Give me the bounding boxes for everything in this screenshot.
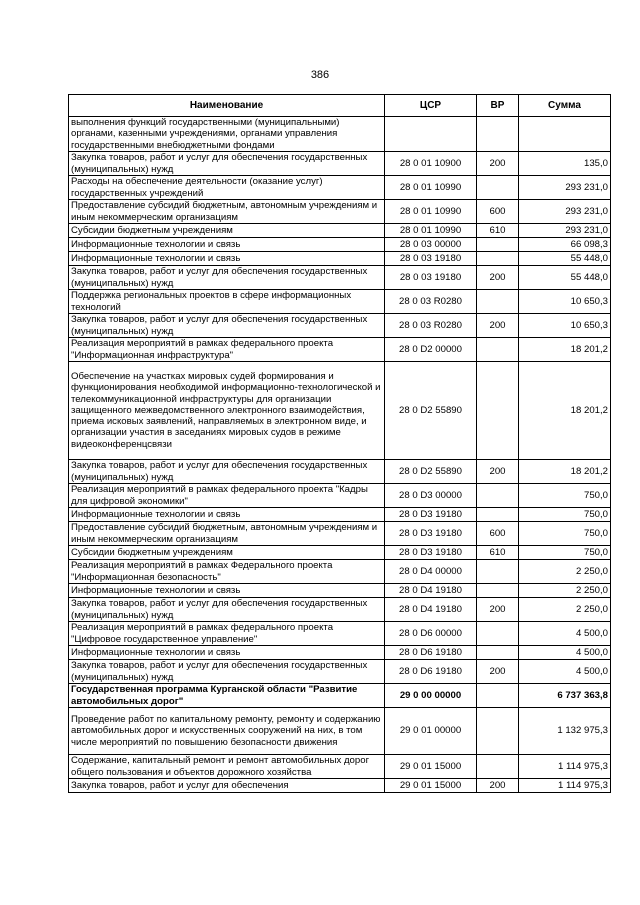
cell-vr — [477, 622, 519, 646]
cell-csr: 28 0 D6 19180 — [385, 660, 477, 684]
cell-name: Субсидии бюджетным учреждениям — [69, 224, 385, 238]
cell-vr — [477, 362, 519, 460]
cell-csr: 28 0 D4 00000 — [385, 560, 477, 584]
table-row — [69, 684, 611, 708]
table-header-row — [69, 95, 611, 117]
table-row — [69, 290, 611, 314]
cell-sum: 293 231,0 — [519, 224, 611, 238]
table-row — [69, 560, 611, 584]
table-row — [69, 338, 611, 362]
cell-csr: 28 0 01 10900 — [385, 152, 477, 176]
cell-sum: 2 250,0 — [519, 584, 611, 598]
cell-csr: 28 0 D4 19180 — [385, 584, 477, 598]
cell-name: Информационные технологии и связь — [69, 584, 385, 598]
cell-csr: 29 0 01 00000 — [385, 708, 477, 755]
cell-name: Предоставление субсидий бюджетным, автономным учреждениям и иным некоммерческим организациям — [69, 522, 385, 546]
cell-name: Закупка товаров, работ и услуг для обеспечения государственных (муниципальных) нужд — [69, 660, 385, 684]
table-row — [69, 484, 611, 508]
cell-name: Информационные технологии и связь — [69, 238, 385, 252]
cell-vr — [477, 484, 519, 508]
cell-csr: 28 0 D4 19180 — [385, 598, 477, 622]
cell-name: Реализация мероприятий в рамках федерального проекта "Информационная инфраструктура" — [69, 338, 385, 362]
cell-sum: 1 114 975,3 — [519, 755, 611, 779]
cell-vr — [477, 584, 519, 598]
cell-sum: 2 250,0 — [519, 598, 611, 622]
cell-name: Проведение работ по капитальному ремонту, ремонту и содержанию автомобильных дорог и искусственных сооружений на них, в том числе мероприятий по повышению безопасности движения — [69, 708, 385, 755]
cell-sum — [519, 117, 611, 152]
cell-sum: 10 650,3 — [519, 314, 611, 338]
cell-vr: 200 — [477, 660, 519, 684]
table-row — [69, 314, 611, 338]
table-row — [69, 598, 611, 622]
table-row — [69, 152, 611, 176]
cell-vr — [477, 560, 519, 584]
cell-sum: 750,0 — [519, 546, 611, 560]
cell-vr — [477, 684, 519, 708]
cell-vr: 200 — [477, 779, 519, 793]
cell-csr: 28 0 01 10990 — [385, 200, 477, 224]
cell-sum: 55 448,0 — [519, 252, 611, 266]
cell-sum: 135,0 — [519, 152, 611, 176]
table-row — [69, 546, 611, 560]
cell-csr: 28 0 D3 19180 — [385, 508, 477, 522]
cell-name: Поддержка региональных проектов в сфере информационных технологий — [69, 290, 385, 314]
cell-name: Реализация мероприятий в рамках федерального проекта "Кадры для цифровой экономики" — [69, 484, 385, 508]
cell-vr — [477, 755, 519, 779]
cell-vr: 200 — [477, 314, 519, 338]
cell-csr — [385, 117, 477, 152]
cell-vr — [477, 646, 519, 660]
cell-vr: 200 — [477, 152, 519, 176]
cell-name: Закупка товаров, работ и услуг для обеспечения государственных (муниципальных) нужд — [69, 266, 385, 290]
table-row — [69, 224, 611, 238]
cell-sum: 1 132 975,3 — [519, 708, 611, 755]
cell-name: Закупка товаров, работ и услуг для обеспечения государственных (муниципальных) нужд — [69, 460, 385, 484]
cell-name: Информационные технологии и связь — [69, 508, 385, 522]
cell-csr: 28 0 D3 00000 — [385, 484, 477, 508]
cell-vr — [477, 176, 519, 200]
cell-name: Закупка товаров, работ и услуг для обеспечения — [69, 779, 385, 793]
cell-sum: 6 737 363,8 — [519, 684, 611, 708]
table-row — [69, 362, 611, 460]
cell-sum: 18 201,2 — [519, 338, 611, 362]
cell-name: выполнения функций государственными (муниципальными) органами, казенными учреждениями, органами управления государственными внебюджетными фондами — [69, 117, 385, 152]
table-row — [69, 708, 611, 755]
cell-vr — [477, 117, 519, 152]
cell-sum: 55 448,0 — [519, 266, 611, 290]
cell-csr: 28 0 D2 55890 — [385, 460, 477, 484]
table-row — [69, 584, 611, 598]
cell-name: Реализация мероприятий в рамках Федерального проекта "Информационная безопасность" — [69, 560, 385, 584]
cell-sum: 293 231,0 — [519, 176, 611, 200]
cell-name: Государственная программа Курганской области "Развитие автомобильных дорог" — [69, 684, 385, 708]
cell-sum: 750,0 — [519, 508, 611, 522]
cell-name: Реализация мероприятий в рамках федерального проекта "Цифровое государственное управление" — [69, 622, 385, 646]
cell-sum: 2 250,0 — [519, 560, 611, 584]
cell-vr: 200 — [477, 460, 519, 484]
budget-table — [68, 94, 611, 793]
cell-name: Обеспечение на участках мировых судей формирования и функционирования необходимой информационно-технологической и телекоммуникационной инфраструктуры для организации защищенного межведомственного электронного взаимодействия, приема исковых заявлений, направляемых в электронном виде, и организации участия в заседаниях мировых судов в режиме видеоконференцсвязи — [69, 362, 385, 460]
table-row — [69, 117, 611, 152]
table-row — [69, 755, 611, 779]
cell-csr: 28 0 01 10990 — [385, 224, 477, 238]
cell-sum: 18 201,2 — [519, 460, 611, 484]
cell-sum: 293 231,0 — [519, 200, 611, 224]
cell-vr: 610 — [477, 224, 519, 238]
cell-sum: 750,0 — [519, 484, 611, 508]
cell-csr: 28 0 03 19180 — [385, 252, 477, 266]
cell-sum: 4 500,0 — [519, 622, 611, 646]
table-row — [69, 779, 611, 793]
cell-sum: 750,0 — [519, 522, 611, 546]
cell-vr — [477, 708, 519, 755]
table-row — [69, 508, 611, 522]
cell-vr: 600 — [477, 200, 519, 224]
cell-sum: 18 201,2 — [519, 362, 611, 460]
table-row — [69, 176, 611, 200]
page-number: 386 — [310, 69, 330, 81]
cell-vr — [477, 252, 519, 266]
cell-vr: 200 — [477, 598, 519, 622]
cell-csr: 29 0 01 15000 — [385, 755, 477, 779]
cell-vr — [477, 508, 519, 522]
table-row — [69, 460, 611, 484]
table-row — [69, 622, 611, 646]
cell-csr: 29 0 00 00000 — [385, 684, 477, 708]
cell-sum: 4 500,0 — [519, 660, 611, 684]
cell-sum: 4 500,0 — [519, 646, 611, 660]
header-vr: ВР — [477, 95, 519, 117]
cell-name: Содержание, капитальный ремонт и ремонт автомобильных дорог общего пользования и объектов дорожного хозяйства — [69, 755, 385, 779]
cell-vr — [477, 290, 519, 314]
table-row — [69, 660, 611, 684]
cell-name: Закупка товаров, работ и услуг для обеспечения государственных (муниципальных) нужд — [69, 314, 385, 338]
cell-name: Информационные технологии и связь — [69, 252, 385, 266]
cell-vr: 200 — [477, 266, 519, 290]
cell-vr — [477, 238, 519, 252]
cell-vr — [477, 338, 519, 362]
cell-csr: 28 0 D2 55890 — [385, 362, 477, 460]
cell-csr: 28 0 03 19180 — [385, 266, 477, 290]
header-csr: ЦСР — [385, 95, 477, 117]
cell-csr: 28 0 03 R0280 — [385, 314, 477, 338]
cell-vr: 600 — [477, 522, 519, 546]
cell-name: Закупка товаров, работ и услуг для обеспечения государственных (муниципальных) нужд — [69, 598, 385, 622]
table-row — [69, 266, 611, 290]
table-body — [69, 117, 611, 793]
table-row — [69, 252, 611, 266]
cell-csr: 28 0 03 R0280 — [385, 290, 477, 314]
cell-csr: 28 0 D6 00000 — [385, 622, 477, 646]
table-row — [69, 238, 611, 252]
header-sum: Сумма — [519, 95, 611, 117]
table-row — [69, 646, 611, 660]
cell-name: Расходы на обеспечение деятельности (оказание услуг) государственных учреждений — [69, 176, 385, 200]
cell-sum: 66 098,3 — [519, 238, 611, 252]
cell-csr: 28 0 D2 00000 — [385, 338, 477, 362]
cell-csr: 28 0 D3 19180 — [385, 546, 477, 560]
table-row — [69, 522, 611, 546]
cell-csr: 28 0 D3 19180 — [385, 522, 477, 546]
cell-csr: 29 0 01 15000 — [385, 779, 477, 793]
cell-sum: 1 114 975,3 — [519, 779, 611, 793]
cell-name: Информационные технологии и связь — [69, 646, 385, 660]
cell-csr: 28 0 D6 19180 — [385, 646, 477, 660]
cell-name: Субсидии бюджетным учреждениям — [69, 546, 385, 560]
header-name: Наименование — [69, 95, 385, 117]
cell-vr: 610 — [477, 546, 519, 560]
cell-sum: 10 650,3 — [519, 290, 611, 314]
cell-csr: 28 0 03 00000 — [385, 238, 477, 252]
cell-csr: 28 0 01 10990 — [385, 176, 477, 200]
cell-name: Закупка товаров, работ и услуг для обеспечения государственных (муниципальных) нужд — [69, 152, 385, 176]
cell-name: Предоставление субсидий бюджетным, автономным учреждениям и иным некоммерческим организациям — [69, 200, 385, 224]
table-row — [69, 200, 611, 224]
